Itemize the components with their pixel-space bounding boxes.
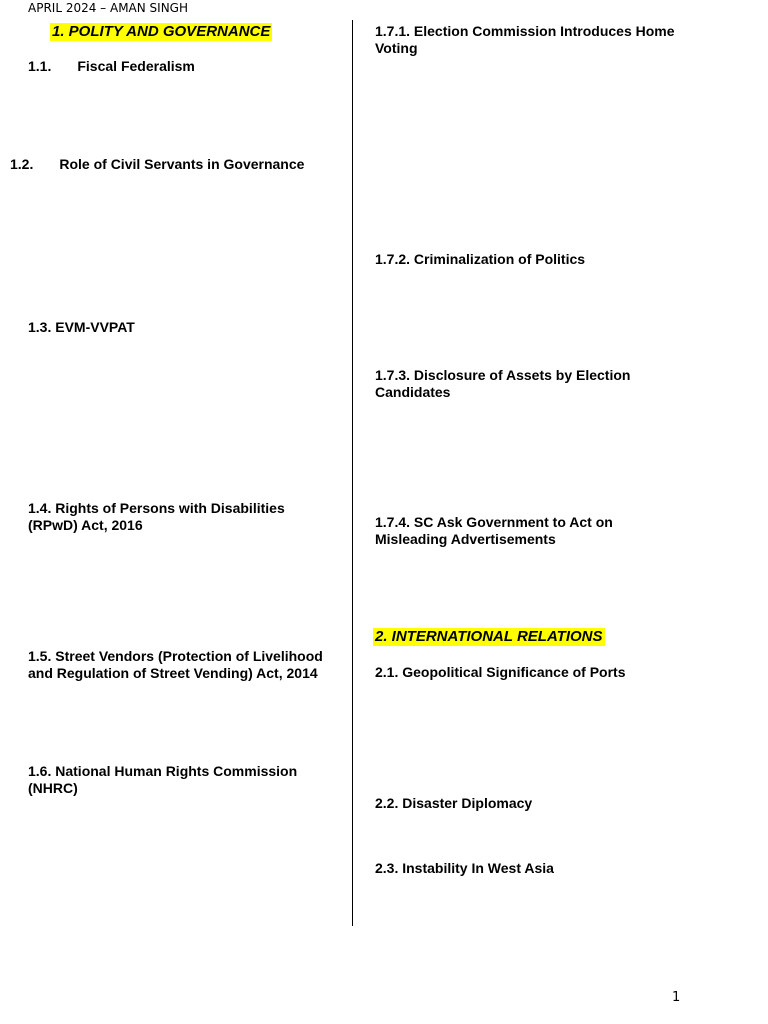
toc-item-1-6-line-2: (NHRC) <box>28 780 78 796</box>
toc-item-1-7-4-line-1: 1.7.4. SC Ask Government to Act on <box>375 514 613 530</box>
toc-item-1-4 <box>28 500 285 534</box>
toc-item-1-4-line-1: 1.4. Rights of Persons with Disabilities <box>28 500 285 516</box>
page-number: 1 <box>672 990 681 1005</box>
section-1-heading: 1. POLITY AND GOVERNANCE <box>52 23 271 40</box>
toc-item-1-1-title: Fiscal Federalism <box>77 58 195 74</box>
toc-item-1-4-line-2: (RPwD) Act, 2016 <box>28 517 143 533</box>
toc-item-2-2: 2.2. Disaster Diplomacy <box>375 795 533 811</box>
toc-item-1-6 <box>28 763 297 797</box>
toc-item-1-7-3-line-2: Candidates <box>375 384 451 400</box>
page-header: APRIL 2024 – AMAN SINGH <box>28 1 189 15</box>
toc-item-1-2 <box>10 156 304 173</box>
toc-item-1-2-number: 1.2. <box>10 156 34 172</box>
toc-item-1-6-line-1: 1.6. National Human Rights Commission <box>28 763 298 779</box>
section-2-heading: 2. INTERNATIONAL RELATIONS <box>375 628 603 645</box>
toc-item-1-1 <box>28 58 195 75</box>
toc-item-1-7-3 <box>375 367 630 401</box>
toc-item-1-7-1-line-2: Voting <box>375 40 418 56</box>
toc-item-1-7-4-line-2: Misleading Advertisements <box>375 531 556 547</box>
toc-item-1-7-3-line-1: 1.7.3. Disclosure of Assets by Election <box>375 367 631 383</box>
toc-item-1-7-1-line-1: 1.7.1. Election Commission Introduces Home <box>375 23 675 39</box>
toc-item-2-3: 2.3. Instability In West Asia <box>375 860 554 876</box>
toc-item-1-3: 1.3. EVM-VVPAT <box>28 319 135 335</box>
toc-item-1-1-number: 1.1. <box>28 58 52 74</box>
toc-item-2-1: 2.1. Geopolitical Significance of Ports <box>375 664 626 680</box>
toc-item-1-5-line-2: and Regulation of Street Vending) Act, 2014 <box>28 665 318 681</box>
column-divider <box>352 20 353 926</box>
toc-item-1-2-title: Role of Civil Servants in Governance <box>59 156 305 172</box>
toc-item-1-7-4 <box>375 514 613 548</box>
toc-item-1-7-2: 1.7.2. Criminalization of Politics <box>375 251 586 267</box>
toc-item-1-5 <box>28 648 323 682</box>
toc-item-1-7-1 <box>375 23 675 57</box>
toc-item-1-5-line-1: 1.5. Street Vendors (Protection of Livelihood <box>28 648 323 664</box>
